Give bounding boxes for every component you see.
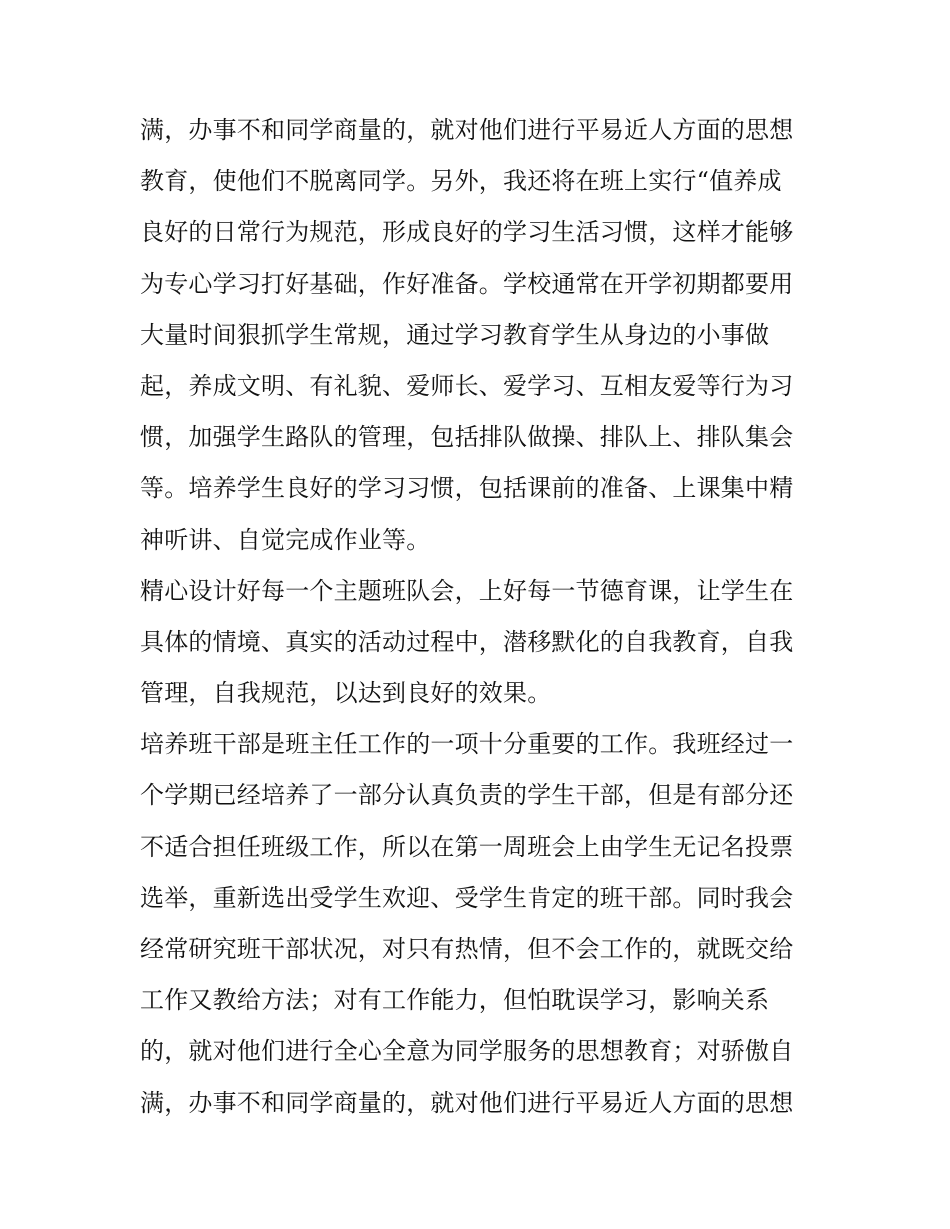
text-line: 管理，自我规范，以达到良好的效果。 — [140, 679, 552, 708]
text-line: 教育，使他们不脱离同学。另外，我还将在班上实行“值养成 — [140, 167, 782, 196]
text-line: 经常研究班干部状况，对只有热情，但不会工作的，就既交给 — [140, 935, 794, 963]
text-line: 大量时间狠抓学生常规，通过学习教育学生从身边的小事做 — [140, 320, 770, 349]
text-line: 具体的情境、真实的活动过程中，潜移默化的自我教育，自我 — [140, 627, 794, 656]
text-line: 惯，加强学生路队的管理，包括排队做操、排队上、排队集会 — [140, 423, 794, 452]
text-line: 工作又教给方法；对有工作能力，但怕耽误学习，影响关系 — [140, 986, 770, 1015]
text-line: 选举，重新选出受学生欢迎、受学生肯定的班干部。同时我会 — [140, 883, 794, 912]
text-line: 的，就对他们进行全心全意为同学服务的思想教育；对骄傲自 — [140, 1037, 794, 1066]
text-line: 满，办事不和同学商量的，就对他们进行平易近人方面的思想 — [140, 1088, 794, 1117]
text-line: 等。培养学生良好的学习习惯，包括课前的准备、上课集中精 — [140, 474, 794, 503]
text-line: 精心设计好每一个主题班队会，上好每一节德育课，让学生在 — [140, 576, 794, 605]
text-line: 良好的日常行为规范，形成良好的学习生活习惯，这样才能够 — [140, 218, 794, 247]
text-line: 个学期已经培养了一部分认真负责的学生干部，但是有部分还 — [140, 781, 794, 810]
text-line: 起，养成文明、有礼貌、爱师长、爱学习、互相友爱等行为习 — [140, 371, 794, 400]
text-line: 神听讲、自觉完成作业等。 — [140, 525, 431, 554]
body-text — [140, 105, 815, 1129]
text-line: 培养班干部是班主任工作的一项十分重要的工作。我班经过一 — [140, 730, 794, 759]
text-line: 满，办事不和同学商量的，就对他们进行平易近人方面的思想 — [140, 116, 794, 144]
text-line: 不适合担任班级工作，所以在第一周班会上由学生无记名投票 — [140, 832, 794, 861]
text-line: 为专心学习打好基础，作好准备。学校通常在开学初期都要用 — [140, 269, 794, 298]
